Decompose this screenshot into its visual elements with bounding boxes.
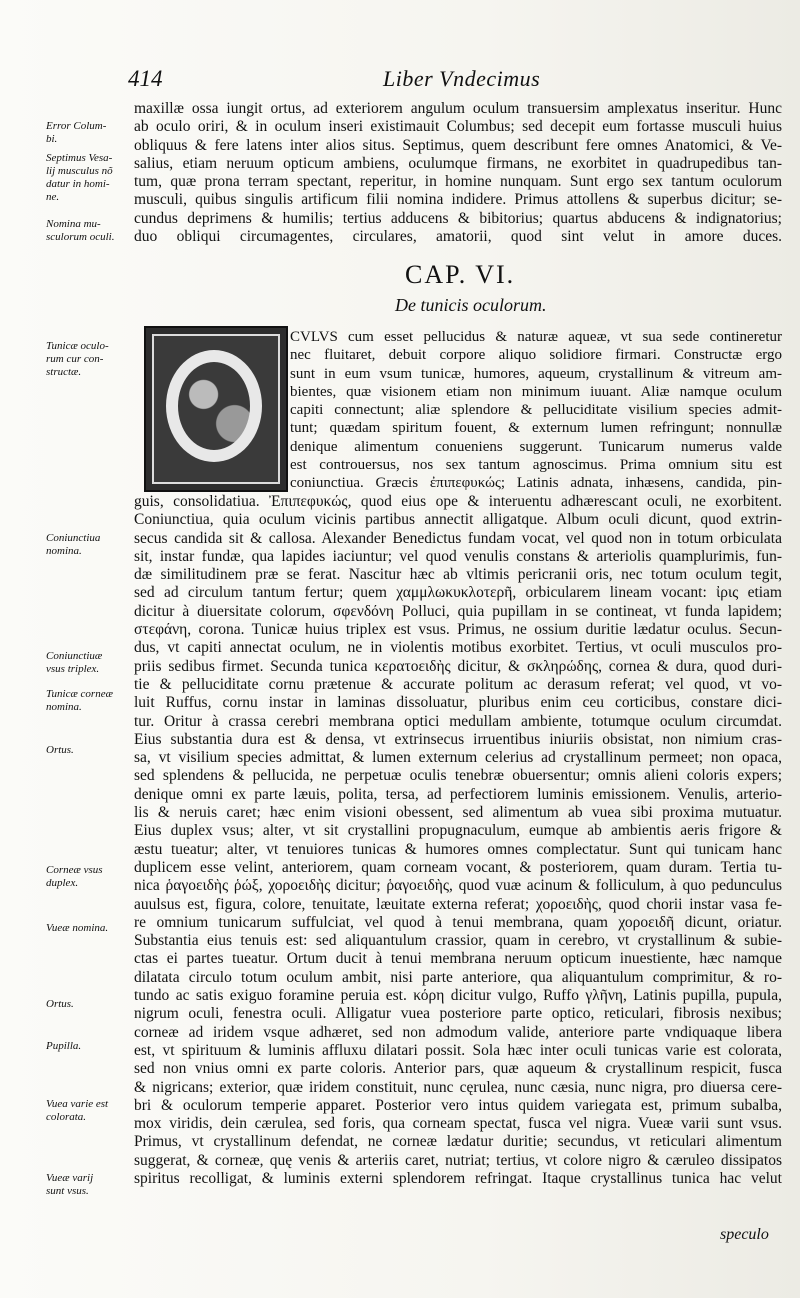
book-page: 414 Liber Vndecimus Error Colum- bi. Septimus Vesa- lij musculus nõ datur in homi- ne. Nomina mu- sculorum oculi. Tunicæ oculo- rum cur con- structæ. Coniunctiua nomina. Coniunctiuæ vsus triplex. Tunicæ corneæ nomina. Ortus. Corneæ vsus duplex. Vueæ nomina. Ortus. Pupilla. Vuea varie est colorata. Vueæ varij sunt vsus. maxillæ ossa iungit ortus, ad exteriorem angulum oculum transuersim amplexatus inseritur. Hunc ab oculo oriri, & in oculum inseri existimauit Columbus; sed decepit eum fortasse musculi huius obliquus & fere latens inter alios situs. Septimus, quem describunt fere omnes Anatomici, & Ve- salius, etiam neruum opticum ambiens, oculumque firmans, ne exorbitet in quadrupedibus tan- tum, quæ prona terram spectant, reperitur, in homine nunquam. Sunt ergo sex tantum oculorum musculi, quibus singulis artificum filii nomina indidere. Primus attollens & superbus dicitur; se- cundus deprimens & humilis; tertius adducens & bibitorius; quartus abducens & indignatorius; duo obliqui circumagentes, circulares, amatorii, quod sint velut in amore duces. CAP. VI. De tunicis oculorum. CVLVS cum esset pellucidus & naturæ aqueæ, vt sua sede contineretur nec fluitaret, debuit corpore aliquo solidiore firmari. Constructæ ergo sunt in eum vsum tunicæ, humores, aqueum, crystallinum & vitreum am- bientes, quæ visionem etiam non minimum iuuant. Aliæ namque oculum capiti connectunt; aliæ splendore & pelluciditate visilium species admit- tunt; quædam spiritum fouent, & externum lumen refringunt; nonnullæ denique alimentum conueniens suggerunt. Tunicarum numerus valde est controuersus, nos sex tantum agnoscimus. Prima omnium situ est coniunctiua. Græcis ἐπιπεφυκώς; Latinis adnata, inhæsens, candida, pin- guis, consolidatiua. Ἐπιπεφυκώς, quod eius ope & interuentu adhærescant oculi, ne exorbitent. Coniunctiua, quia oculum vicinis partibus annectit alligatque. Album oculi dicunt, quod extrin- secus candida sit & callosa. Alexander Benedictus fundam vocat, vel quod non in totum orbiculata sit, instar fundæ, qua lapides iaciuntur; vel quod venulis constans & arteriolis quamplurimis, fun- dæ similitudinem præ se ferat. Nascitur hæc ab vltimis pericranii oris, nec totum oculum tegit, sed ad circulum tantum fertur; quem χαμμλωκυκλοτερῆ, orbicularem lineam vocant: ἰρις etiam dicitur à diuersitate colorum, σφενδόνη Polluci, quia pupillam in se contineat, vt funda lapidem; στεφάνη, corona. Tunicæ huius triplex est vsus. Primus, ne ossium duritie lædatur oculus. Secun- dus, vt capiti annectat oculum, ne in violentis motibus exorbitet. Tertius, vt oculi musculos pro- priis sedibus firmet. Secunda tunica κερατοειδὴς dicitur, & σκληρώδης, cornea & dura, quod duri- tie & pelluciditate cornu prætenue & accurate politum ac derasum referat; vel quod, vt vo- luit Ruffus, cornu instar in laminas dissoluatur, pluribus enim ceu corticibus, constare dici- tur. Oritur à crassa cerebri membrana optici medullam ambiente, totumque oculum circumdat. Eius substantia dura est & densa, vt extrinsecus irruentibus iniuriis obsistat, non nimium cras- sa, vt visilium species admittat, & lumen externum celerius ad crystallinum permeet; non opaca, sed splendens & pellucida, ne perpetuæ oculis tenebræ obuersentur; omnis alieni coloris expers; denique omni ex parte læuis, polita, tersa, ad perfectiorem luminis emissionem. Venulis, arterio- lis & neruis caret; hæc enim visioni obessent, sed alimentum ab vuea sibi proxima mutuatur. Eius duplex vsus; alter, vt sit crystallini propugnaculum, eumque ab ambientis aeris frigore & æstu tueatur; alter, vt tenuiores tunicas & humores omnes complectatur. Sunt qui tunicam hanc duplicem esse velint, anteriorem, quam corneam vocant, & posteriorem, quam duram. Tertia tu- nica ῥαγοειδὴς ῥώξ, χοροειδὴς dicitur; ῥαγοειδὴς, quod vuæ acinum & folliculum, à quo pedunculus auulsus est, figura, colore, tenuitate, læuitate externa referat; χοροειδὴς, quod chorii instar vasa fe- re omnium tunicarum suffulciat, vel quod à tenui membrana, quam χοροειδῆ dicunt, oriatur. Substantia eius tenuis est: sed aliquantulum crassior, quam in cerebro, vt crystallinum & subie- ctas ei partes tueatur. Ortum ducit à tenui membrana neruum opticum inuestiente, hæc namque dilatata circulo totum oculum ambit, nisi parte anteriore, qua aliquantulum comprimitur, & ro- tundo ac satis exiguo foramine peruia est. κόρη dicitur vulgo, Ruffo γλῆνη, Latinis pupilla, pupula, nigrum oculi, fenestra oculi. Alligatur vuea posteriore parte optico, reticulari, fibrosis nexibus; corneæ ad iridem vsque adhæret, sed non admodum valide, anteriore parte vndiquaque libera est, vt spirituum & luminis affluxu dilatari possit. Sola hæc inter oculi tunicas varie est colorata, sed non vnius omni ex parte coloris. Anterior pars, quæ aqueum & crystallinum respicit, fusca & nigricans; exterior, quæ iridem constituit, nunc cęrulea, nunc cæsia, nunc nigra, pro diuersa cere- bri & oculorum temperie apparet. Posterior vero intus quidem variegata est, primum subalba, mox viridis, dein cærulea, sed foris, qua corneam spectat, fusca vel nigra. Vueæ varii sunt vsus. Primus, vt crystallinum defendat, ne corneæ lædatur duritie; secundus, vt reticulari alimentum suggerat, & corneæ, quę venis & arteriis caret, nutriat; tertius, vt colore nigro & cæruleo dissipatos spiritus recolligat, & luminis externi splendorem refringat. Itaque crystallinus tunica hac velut speculo	[0, 0, 800, 1298]
margin-note: Coniunctiuæ vsus triplex.	[46, 650, 103, 675]
opening-paragraph: CVLVS cum esset pellucidus & naturæ aqueæ, vt sua sede contineretur nec fluitaret, debuit corpore aliquo solidiore firmari. Constructæ ergo sunt in eum vsum tunicæ, humores, aqueum, crystallinum & vitreum am- bientes, quæ visionem etiam non minimum iuuant. Aliæ namque oculum capiti connectunt; aliæ splendore & pelluciditate visilium species admit- tunt; quædam spiritum fouent, & externum lumen refringunt; nonnullæ denique alimentum conueniens suggerunt. Tunicarum numerus valde est controuersus, nos sex tantum agnoscimus. Prima omnium situ est coniunctiua. Græcis ἐπιπεφυκώς; Latinis adnata, inhæsens, candida, pin-	[290, 329, 782, 492]
running-head: Liber Vndecimus	[383, 66, 541, 91]
catchword: speculo	[720, 1226, 769, 1243]
margin-note: Ortus.	[46, 998, 74, 1010]
margin-note: Pupilla.	[46, 1040, 82, 1052]
page-number: 414	[128, 66, 163, 91]
margin-note: Corneæ vsus duplex.	[46, 864, 103, 889]
chapter-subtitle: De tunicis oculorum.	[395, 295, 547, 315]
margin-note: Tunicæ oculo- rum cur con- structæ.	[46, 340, 109, 378]
page-header	[0, 66, 800, 96]
top-paragraph: maxillæ ossa iungit ortus, ad exteriorem angulum oculum transuersim amplexatus inseritur. Hunc ab oculo oriri, & in oculum inseri existimauit Columbus; sed decepit eum fortasse musculi huius obliquus & fere latens inter alios situs. Septimus, quem describunt fere omnes Anatomici, & Ve- salius, etiam neruum opticum ambiens, oculumque firmans, ne exorbitet in quadrupedibus tan- tum, quæ prona terram spectant, reperitur, in homine nunquam. Sunt ergo sex tantum oculorum musculi, quibus singulis artificum filii nomina indidere. Primus attollens & superbus dicitur; se- cundus deprimens & humilis; tertius adducens & bibitorius; quartus abducens & indignatorius; duo obliqui circumagentes, circulares, amatorii, quod sint velut in amore duces.	[134, 100, 782, 246]
margin-note: Nomina mu- sculorum oculi.	[46, 218, 115, 243]
decorated-initial	[144, 326, 288, 492]
margin-note: Vueæ varij sunt vsus.	[46, 1172, 94, 1197]
margin-note: Tunicæ corneæ nomina.	[46, 688, 113, 713]
margin-note: Error Colum- bi.	[46, 120, 107, 145]
margin-note: Vuea varie est colorata.	[46, 1098, 109, 1123]
margin-note: Coniunctiua nomina.	[46, 532, 101, 557]
main-text: guis, consolidatiua. Ἐπιπεφυκώς, quod eius ope & interuentu adhærescant oculi, ne exorbitent. Coniunctiua, quia oculum vicinis partibus annectit alligatque. Album oculi dicunt, quod extrin- secus candida sit & callosa. Alexander Benedictus fundam vocat, vel quod non in totum orbiculata sit, instar fundæ, qua lapides iaciuntur; vel quod venulis constans & arteriolis quamplurimis, fun- dæ similitudinem præ se ferat. Nascitur hæc ab vltimis pericranii oris, nec totum oculum tegit, sed ad circulum tantum fertur; quem χαμμλωκυκλοτερῆ, orbicularem lineam vocant: ἰρις etiam dicitur à diuersitate colorum, σφενδόνη Polluci, quia pupillam in se contineat, vt funda lapidem; στεφάνη, corona. Tunicæ huius triplex est vsus. Primus, ne ossium duritie lædatur oculus. Secun- dus, vt capiti annectat oculum, ne in violentis motibus exorbitet. Tertius, vt oculi musculos pro- priis sedibus firmet. Secunda tunica κερατοειδὴς dicitur, & σκληρώδης, cornea & dura, quod duri- tie & pelluciditate cornu prætenue & accurate politum ac derasum referat; vel quod, vt vo- luit Ruffus, cornu instar in laminas dissoluatur, pluribus enim ceu corticibus, constare dici- tur. Oritur à crassa cerebri membrana optici medullam ambiente, totumque oculum circumdat. Eius substantia dura est & densa, vt extrinsecus irruentibus iniuriis obsistat, non nimium cras- sa, vt visilium species admittat, & lumen externum celerius ad crystallinum permeet; non opaca, sed splendens & pellucida, ne perpetuæ oculis tenebræ obuersentur; omnis alieni coloris expers; denique omni ex parte læuis, polita, tersa, ad perfectiorem luminis emissionem. Venulis, arterio- lis & neruis caret; hæc enim visioni obessent, sed alimentum ab vuea sibi proxima mutuatur. Eius duplex vsus; alter, vt sit crystallini propugnaculum, eumque ab ambientis aeris frigore & æstu tueatur; alter, vt tenuiores tunicas & humores omnes complectatur. Sunt qui tunicam hanc duplicem esse velint, anteriorem, quam corneam vocant, & posteriorem, quam duram. Tertia tu- nica ῥαγοειδὴς ῥώξ, χοροειδὴς dicitur; ῥαγοειδὴς, quod vuæ acinum & folliculum, à quo pedunculus auulsus est, figura, colore, tenuitate, læuitate externa referat; χοροειδὴς, quod chorii instar vasa fe- re omnium tunicarum suffulciat, vel quod à tenui membrana, quam χοροειδῆ dicunt, oriatur. Substantia eius tenuis est: sed aliquantulum crassior, quam in cerebro, vt crystallinum & subie- ctas ei partes tueatur. Ortum ducit à tenui membrana neruum opticum inuestiente, hæc namque dilatata circulo totum oculum ambit, nisi parte anteriore, qua aliquantulum comprimitur, & ro- tundo ac satis exiguo foramine peruia est. κόρη dicitur vulgo, Ruffo γλῆνη, Latinis pupilla, pupula, nigrum oculi, fenestra oculi. Alligatur vuea posteriore parte optico, reticulari, fibrosis nexibus; corneæ ad iridem vsque adhæret, sed non admodum valide, anteriore parte vndiquaque libera est, vt spirituum & luminis affluxu dilatari possit. Sola hæc inter oculi tunicas varie est colorata, sed non vnius omni ex parte coloris. Anterior pars, quæ aqueum & crystallinum respicit, fusca & nigricans; exterior, quæ iridem constituit, nunc cęrulea, nunc cæsia, nunc nigra, pro diuersa cere- bri & oculorum temperie apparet. Posterior vero intus quidem variegata est, primum subalba, mox viridis, dein cærulea, sed foris, qua corneam spectat, fusca vel nigra. Vueæ varii sunt vsus. Primus, vt crystallinum defendat, ne corneæ lædatur duritie; secundus, vt reticulari alimentum suggerat, & corneæ, quę venis & arteriis caret, nutriat; tertius, vt colore nigro & cæruleo dissipatos spiritus recolligat, & luminis externi splendorem refringat. Itaque crystallinus tunica hac velut	[134, 493, 782, 1187]
margin-note: Septimus Vesa- lij musculus nõ datur in homi- ne.	[46, 152, 113, 203]
margin-note: Ortus.	[46, 744, 74, 756]
margin-note: Vueæ nomina.	[46, 922, 109, 934]
